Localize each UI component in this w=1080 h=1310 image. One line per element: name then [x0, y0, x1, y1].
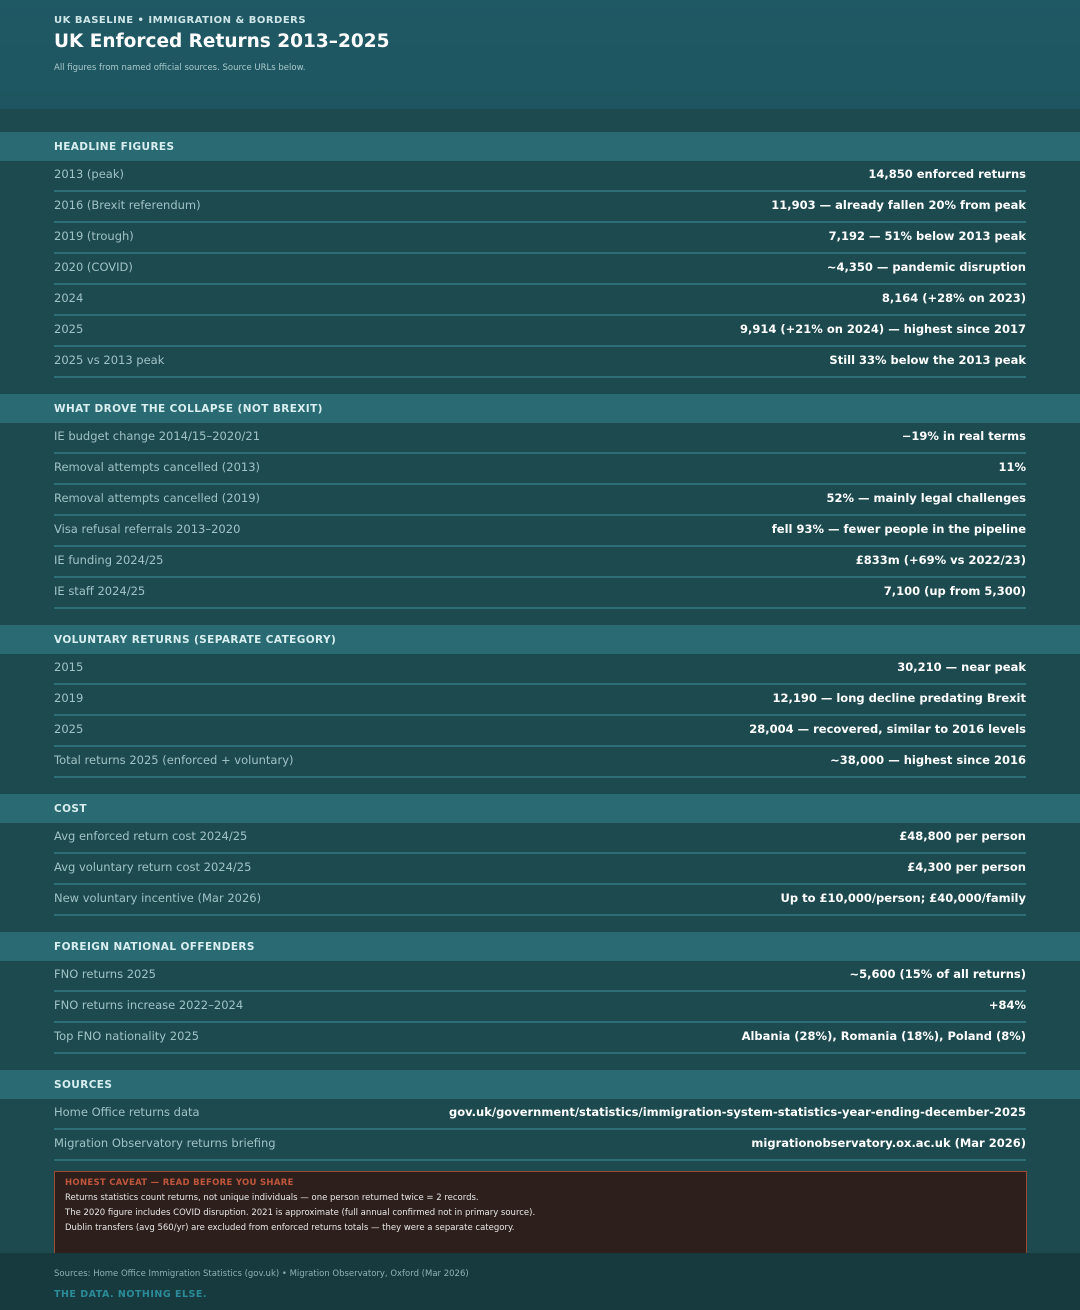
- row-label: Migration Observatory returns briefing: [54, 1135, 276, 1150]
- row-value: £48,800 per person: [899, 828, 1026, 843]
- section-heading: VOLUNTARY RETURNS (SEPARATE CATEGORY): [0, 625, 1080, 654]
- row-value: 11,903 — already fallen 20% from peak: [771, 197, 1026, 212]
- table-row: [54, 254, 1026, 285]
- table-row: [54, 854, 1026, 885]
- section-rows: [0, 423, 1080, 609]
- table-row: [54, 1130, 1026, 1161]
- caveat-line: The 2020 figure includes COVID disruption. 2021 is approximate (full annual confirmed not in primary source).: [65, 1208, 536, 1218]
- row-value: −19% in real terms: [901, 428, 1026, 443]
- section-rows: [0, 823, 1080, 916]
- row-value: Albania (28%), Romania (18%), Poland (8%): [741, 1028, 1026, 1043]
- table-row: [54, 654, 1026, 685]
- section-gap: [0, 778, 1080, 794]
- section-gap: [0, 378, 1080, 394]
- table-row: [54, 347, 1026, 378]
- section-heading: WHAT DROVE THE COLLAPSE (NOT BREXIT): [0, 394, 1080, 423]
- row-label: 2024: [54, 290, 84, 305]
- page-title: UK Enforced Returns 2013–2025: [54, 31, 390, 52]
- row-label: IE funding 2024/25: [54, 552, 164, 567]
- table-row: [54, 1099, 1026, 1130]
- row-value: 14,850 enforced returns: [868, 166, 1026, 181]
- row-label: 2025: [54, 321, 84, 336]
- table-row: [54, 161, 1026, 192]
- row-value: 30,210 — near peak: [897, 659, 1026, 674]
- row-label: Home Office returns data: [54, 1104, 200, 1119]
- table-row: [54, 285, 1026, 316]
- row-label: New voluntary incentive (Mar 2026): [54, 890, 262, 905]
- row-value: 7,100 (up from 5,300): [883, 583, 1026, 598]
- row-value: 8,164 (+28% on 2023): [881, 290, 1026, 305]
- table-row: [54, 316, 1026, 347]
- table-row: [54, 423, 1026, 454]
- table-row: [54, 992, 1026, 1023]
- row-value: 9,914 (+21% on 2024) — highest since 2017: [740, 321, 1026, 336]
- row-value: Still 33% below the 2013 peak: [829, 352, 1026, 367]
- table-row: [54, 454, 1026, 485]
- table-row: [54, 685, 1026, 716]
- section-heading: FOREIGN NATIONAL OFFENDERS: [0, 932, 1080, 961]
- row-label: 2019: [54, 690, 84, 705]
- page-footer: [0, 1253, 1080, 1310]
- table-row: [54, 885, 1026, 916]
- row-value: 52% — mainly legal challenges: [826, 490, 1026, 505]
- table-row: [54, 516, 1026, 547]
- row-label: 2019 (trough): [54, 228, 134, 243]
- row-label: Avg voluntary return cost 2024/25: [54, 859, 252, 874]
- row-value: fell 93% — fewer people in the pipeline: [771, 521, 1026, 536]
- section-heading: HEADLINE FIGURES: [0, 132, 1080, 161]
- caveat-title: HONEST CAVEAT — READ BEFORE YOU SHARE: [65, 1178, 294, 1188]
- row-value: Up to £10,000/person; £40,000/family: [780, 890, 1026, 905]
- row-label: Avg enforced return cost 2024/25: [54, 828, 248, 843]
- section-rows: [0, 961, 1080, 1054]
- row-label: 2020 (COVID): [54, 259, 133, 274]
- section-rows: [0, 1099, 1080, 1161]
- row-value: 7,192 — 51% below 2013 peak: [828, 228, 1026, 243]
- row-label: 2016 (Brexit referendum): [54, 197, 201, 212]
- footer-sources: Sources: Home Office Immigration Statistics (gov.uk) • Migration Observatory, Oxford (Mar 2026): [54, 1269, 469, 1279]
- row-label: Visa refusal referrals 2013–2020: [54, 521, 241, 536]
- row-label: Top FNO nationality 2025: [54, 1028, 200, 1043]
- row-value: ~38,000 — highest since 2016: [830, 752, 1026, 767]
- row-value: gov.uk/government/statistics/immigration-system-statistics-year-ending-december-2025: [448, 1104, 1026, 1119]
- row-value: migrationobservatory.ox.ac.uk (Mar 2026): [751, 1135, 1026, 1150]
- section-heading: COST: [0, 794, 1080, 823]
- section-gap: [0, 1054, 1080, 1070]
- page-header: [0, 0, 1080, 109]
- table-row: [54, 485, 1026, 516]
- section-gap: [0, 916, 1080, 932]
- section-rows: [0, 161, 1080, 378]
- header-kicker: UK BASELINE • IMMIGRATION & BORDERS: [54, 15, 307, 26]
- content-sections: [0, 132, 1080, 1161]
- section-rows: [0, 654, 1080, 778]
- row-label: 2013 (peak): [54, 166, 124, 181]
- row-value: £833m (+69% vs 2022/23): [855, 552, 1026, 567]
- row-label: FNO returns increase 2022–2024: [54, 997, 244, 1012]
- row-label: IE staff 2024/25: [54, 583, 146, 598]
- table-row: [54, 192, 1026, 223]
- row-label: Removal attempts cancelled (2019): [54, 490, 261, 505]
- row-label: 2025: [54, 721, 84, 736]
- table-row: [54, 716, 1026, 747]
- table-row: [54, 747, 1026, 778]
- row-label: Removal attempts cancelled (2013): [54, 459, 261, 474]
- table-row: [54, 823, 1026, 854]
- row-label: IE budget change 2014/15–2020/21: [54, 428, 261, 443]
- section-gap: [0, 609, 1080, 625]
- row-value: £4,300 per person: [907, 859, 1026, 874]
- caveat-line: Dublin transfers (avg 560/yr) are excluded from enforced returns totals — they were a separate category.: [65, 1223, 515, 1233]
- caveat-line: Returns statistics count returns, not unique individuals — one person returned twice = 2 records.: [65, 1193, 479, 1203]
- row-value: 28,004 — recovered, similar to 2016 levels: [749, 721, 1026, 736]
- section-heading: SOURCES: [0, 1070, 1080, 1099]
- caveat-box: [54, 1171, 1027, 1254]
- row-value: +84%: [988, 997, 1026, 1012]
- table-row: [54, 578, 1026, 609]
- table-row: [54, 961, 1026, 992]
- row-label: FNO returns 2025: [54, 966, 157, 981]
- row-value: ~4,350 — pandemic disruption: [826, 259, 1026, 274]
- footer-tagline: THE DATA. NOTHING ELSE.: [54, 1289, 207, 1300]
- row-value: 11%: [998, 459, 1026, 474]
- table-row: [54, 547, 1026, 578]
- table-row: [54, 1023, 1026, 1054]
- row-label: Total returns 2025 (enforced + voluntary): [54, 752, 294, 767]
- row-label: 2025 vs 2013 peak: [54, 352, 165, 367]
- row-label: 2015: [54, 659, 84, 674]
- row-value: ~5,600 (15% of all returns): [849, 966, 1026, 981]
- table-row: [54, 223, 1026, 254]
- row-value: 12,190 — long decline predating Brexit: [772, 690, 1026, 705]
- page-subtitle: All figures from named official sources. Source URLs below.: [54, 63, 306, 73]
